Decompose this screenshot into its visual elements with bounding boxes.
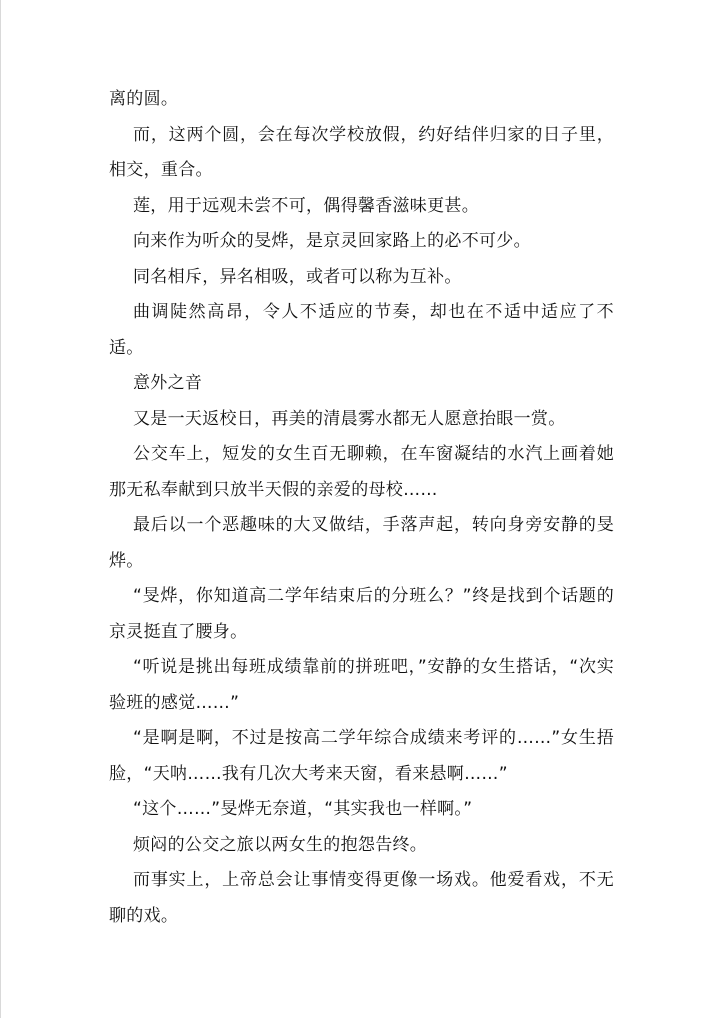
paragraph: 莲，用于远观未尝不可，偶得馨香滋味更甚。 <box>133 195 479 216</box>
paragraph: 离的圆。 <box>109 89 179 109</box>
paragraph: “听说是挑出每班成绩靠前的拼班吧，”安静的女生搭话，“次实验班的感觉……” <box>109 657 614 713</box>
paragraph: 意外之音 <box>133 373 203 393</box>
paragraph: 同名相斥，异名相吸，或者可以称为互补。 <box>133 266 462 287</box>
paragraph: 而，这两个圆，会在每次学校放假，约好结伴归家的日子里，相交，重合。 <box>109 124 614 180</box>
paragraph: 曲调陡然高昂，令人不适应的节奏，却也在不适中适应了不适。 <box>109 302 614 358</box>
paragraph: 而事实上，上帝总会让事情变得更像一场戏。他爱看戏，不无聊的戏。 <box>109 870 614 926</box>
page-edge-divider <box>0 0 1 1018</box>
paragraph: 向来作为听众的旻烨，是京灵回家路上的必不可少。 <box>133 231 531 251</box>
paragraph: “这个……”旻烨无奈道，“其实我也一样啊。” <box>133 799 473 819</box>
paragraph: “是啊是啊，不过是按高二学年综合成绩来考评的……”女生捂脸，“天呐……我有几次大考来天窗，看来悬啊……” <box>109 728 614 784</box>
paragraph: 烦闷的公交之旅以两女生的抱怨告终。 <box>133 834 428 855</box>
paragraph: 公交车上，短发的女生百无聊赖，在车窗凝结的水汽上画着她那无私奉献到只放半天假的亲爱的母校…… <box>109 444 614 500</box>
paragraph: 又是一天返校日，再美的清晨雾水都无人愿意抬眼一赏。 <box>133 408 566 429</box>
document-body <box>109 82 614 934</box>
paragraph: “旻烨，你知道高二学年结束后的分班么？”终是找到个话题的京灵挺直了腰身。 <box>109 586 614 642</box>
paragraph: 最后以一个恶趣味的大叉做结，手落声起，转向身旁安静的旻烨。 <box>109 515 614 571</box>
